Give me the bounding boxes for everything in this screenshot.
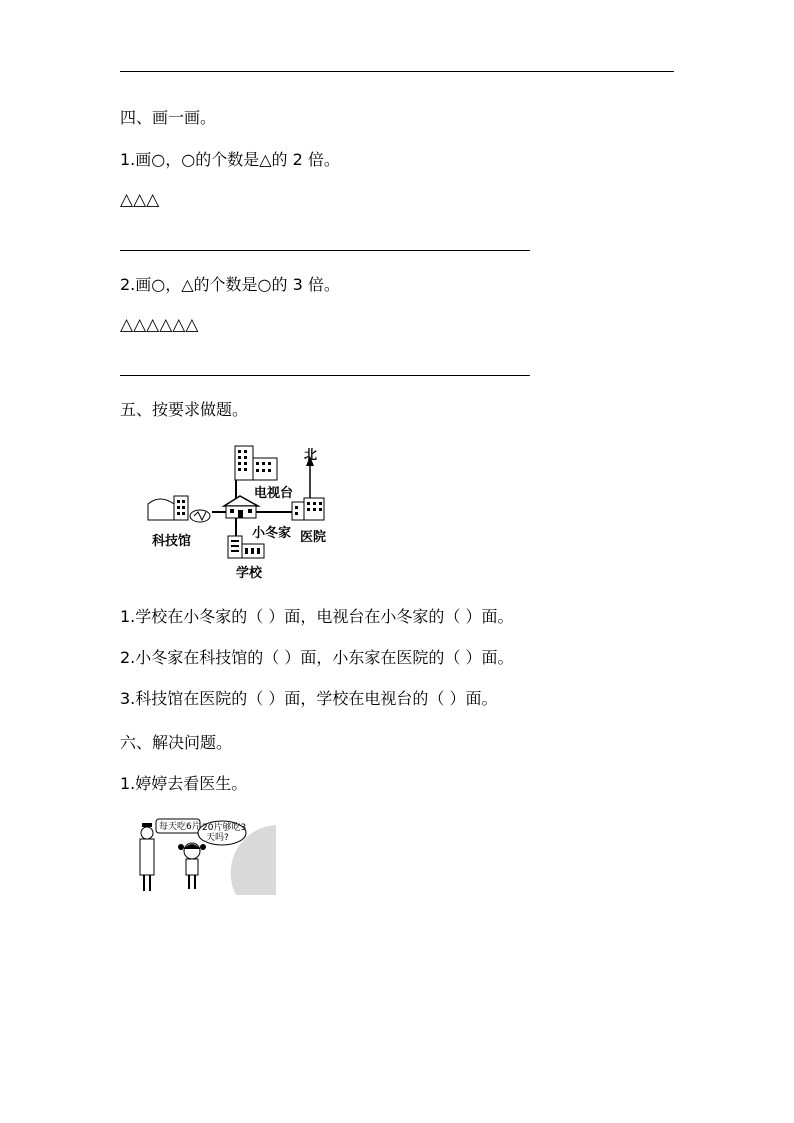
girl-speech-bubble-line2: 天吗? [206, 833, 229, 843]
doctor-speech-bubble: 每天吃6片 [159, 822, 201, 832]
map-label-home: 小冬家 [252, 526, 292, 541]
section5-title: 五、按要求做题。 [120, 400, 249, 419]
map-label-hospital: 医院 [300, 530, 327, 545]
answer-line-1 [120, 250, 530, 251]
map-label-north: 北 [304, 448, 318, 463]
girl-speech-bubble-line1: 20片够吃3 [202, 823, 247, 833]
section4-q1-triangles: △△△ [120, 190, 160, 210]
science-museum-icon [148, 496, 210, 522]
map-label-school: 学校 [236, 566, 263, 581]
doctor-icon [140, 823, 154, 891]
doctor-girl-illustration [136, 815, 276, 903]
section6-q1: 1.婷婷去看医生。 [120, 774, 248, 793]
section4-q1: 1.画○，○的个数是△的 2 倍。 [120, 150, 340, 169]
section4-title: 四、画一画。 [120, 108, 217, 127]
section5-q3: 3.科技馆在医院的（ ）面，学校在电视台的（ ）面。 [120, 689, 498, 708]
map-label-tv: 电视台 [254, 486, 294, 501]
direction-map-figure [140, 440, 335, 580]
answer-line-2 [120, 375, 530, 376]
girl-icon [178, 843, 206, 889]
map-label-science: 科技馆 [152, 534, 192, 549]
header-rule [120, 71, 674, 72]
section4-q2-triangles: △△△△△△ [120, 315, 199, 335]
section6-title: 六、解决问题。 [120, 733, 233, 752]
section5-q1: 1.学校在小冬家的（ ）面，电视台在小冬家的（ ）面。 [120, 607, 514, 626]
tv-station-icon [235, 446, 277, 480]
section4-q2: 2.画○，△的个数是○的 3 倍。 [120, 275, 340, 294]
hospital-icon [292, 498, 324, 520]
section5-q2: 2.小冬家在科技馆的（ ）面，小东家在医院的（ ）面。 [120, 648, 514, 667]
home-icon [224, 496, 258, 518]
